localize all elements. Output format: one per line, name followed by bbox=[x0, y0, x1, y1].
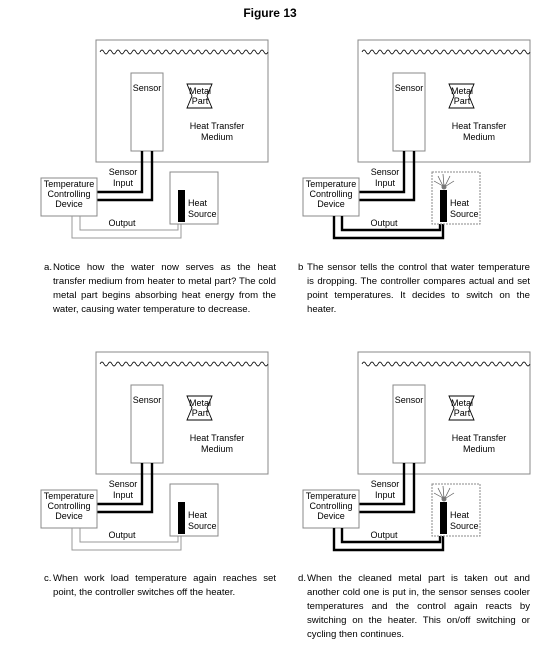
medium-label: Heat Transfer bbox=[189, 433, 245, 443]
controller-label: Controlling bbox=[47, 501, 91, 511]
controller-label: Device bbox=[55, 199, 83, 209]
heat-source-label: Heat bbox=[188, 198, 208, 208]
tank bbox=[358, 40, 530, 162]
metal-part-label: Metal bbox=[188, 398, 212, 408]
heater-element bbox=[178, 502, 185, 534]
metal-part-label: Part bbox=[453, 96, 471, 106]
medium-label: Medium bbox=[200, 132, 234, 142]
controller-label: Device bbox=[317, 199, 345, 209]
controller-label: Temperature bbox=[43, 179, 95, 189]
tank bbox=[358, 352, 530, 474]
caption-a-text: Notice how the water now serves as the heat transfer medium from heater to metal part? The cold metal part begins absorbing heat energy from the water, causing water temperature to decrease. bbox=[53, 262, 276, 315]
heater-element bbox=[178, 190, 185, 222]
metal-part-label: Metal bbox=[188, 86, 212, 96]
sensor-input-label: Input bbox=[374, 178, 396, 188]
sensor-input-label: Input bbox=[112, 490, 134, 500]
caption-d-label: d. bbox=[298, 573, 307, 584]
heat-source-label: Source bbox=[188, 209, 217, 219]
medium-label: Heat Transfer bbox=[451, 433, 507, 443]
medium-label: Heat Transfer bbox=[451, 121, 507, 131]
heater-glow bbox=[442, 185, 447, 190]
heater-element bbox=[440, 190, 447, 222]
output-label: Output bbox=[108, 218, 136, 228]
metal-part-label: Metal bbox=[450, 398, 474, 408]
metal-part-label: Part bbox=[453, 408, 471, 418]
tank bbox=[96, 352, 268, 474]
controller-label: Controlling bbox=[47, 189, 91, 199]
metal-part-label: Metal bbox=[450, 86, 474, 96]
panel-d bbox=[303, 352, 530, 550]
caption-a bbox=[44, 261, 276, 317]
controller-label: Temperature bbox=[43, 491, 95, 501]
panel-b bbox=[303, 40, 530, 238]
sensor-input-label: Sensor bbox=[370, 167, 400, 177]
sensor-input-label: Sensor bbox=[108, 167, 138, 177]
sensor-label: Sensor bbox=[132, 395, 162, 405]
heat-source-label: Source bbox=[450, 521, 479, 531]
heat-source-label: Source bbox=[450, 209, 479, 219]
controller-label: Controlling bbox=[309, 501, 353, 511]
caption-b-label: b bbox=[298, 262, 304, 273]
controller-label: Device bbox=[55, 511, 83, 521]
sensor-label: Sensor bbox=[132, 83, 162, 93]
heat-source-label: Heat bbox=[450, 510, 470, 520]
controller-label: Controlling bbox=[309, 189, 353, 199]
caption-c-text: When work load temperature again reaches set point, the controller switches off the heater. bbox=[53, 573, 276, 598]
medium-label: Medium bbox=[462, 444, 496, 454]
sensor-input-label: Input bbox=[374, 490, 396, 500]
caption-b-text: The sensor tells the control that water temperature is dropping. The controller compares actual and set point temperatures. It decides to switch on the heater. bbox=[307, 262, 530, 315]
metal-part-label: Part bbox=[191, 96, 209, 106]
sensor-label: Sensor bbox=[394, 83, 424, 93]
sensor-input-label: Sensor bbox=[370, 479, 400, 489]
output-label: Output bbox=[370, 218, 398, 228]
tank bbox=[96, 40, 268, 162]
panel-a bbox=[41, 40, 268, 238]
heat-source-label: Heat bbox=[188, 510, 208, 520]
panel-c bbox=[41, 352, 268, 550]
controller-label: Device bbox=[317, 511, 345, 521]
caption-d-text: When the cleaned metal part is taken out and another cold one is put in, the sensor senses cooler temperatures and the control again reacts by switching on the heater. This on/off switching or cycling then continues. bbox=[307, 573, 530, 640]
sensor-input-label: Sensor bbox=[108, 479, 138, 489]
heater-glow bbox=[442, 497, 447, 502]
heat-source-label: Heat bbox=[450, 198, 470, 208]
controller-label: Temperature bbox=[305, 491, 357, 501]
caption-a-label: a. bbox=[44, 262, 53, 273]
caption-b bbox=[298, 261, 530, 317]
medium-label: Medium bbox=[200, 444, 234, 454]
figure-title: Figure 13 bbox=[243, 6, 297, 20]
heat-source-label: Source bbox=[188, 521, 217, 531]
medium-label: Medium bbox=[462, 132, 496, 142]
heater-element bbox=[440, 502, 447, 534]
caption-d bbox=[298, 572, 530, 642]
caption-c-label: c. bbox=[44, 573, 52, 584]
caption-c bbox=[44, 572, 276, 600]
output-label: Output bbox=[370, 530, 398, 540]
metal-part-label: Part bbox=[191, 408, 209, 418]
output-label: Output bbox=[108, 530, 136, 540]
sensor-label: Sensor bbox=[394, 395, 424, 405]
controller-label: Temperature bbox=[305, 179, 357, 189]
medium-label: Heat Transfer bbox=[189, 121, 245, 131]
sensor-input-label: Input bbox=[112, 178, 134, 188]
